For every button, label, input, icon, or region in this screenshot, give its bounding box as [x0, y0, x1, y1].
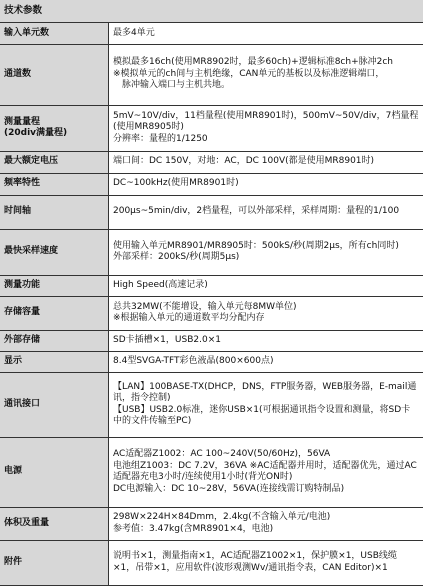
spec-label: 存储容量 — [0, 296, 109, 330]
spec-label: 通讯接口 — [0, 372, 109, 437]
spec-row — [0, 437, 423, 507]
spec-row — [0, 351, 423, 372]
spec-title: 技术参数 — [0, 0, 423, 23]
spec-label: 输入单元数 — [0, 23, 109, 44]
spec-value: 200μs~5min/div，2档量程，可以外部采样，采样周期：量程的1/100 — [109, 195, 424, 229]
spec-value: SD卡插槽×1，USB2.0×1 — [109, 330, 424, 351]
spec-value: DC~100kHz(使用MR8901时) — [109, 173, 424, 195]
spec-label: 频率特性 — [0, 173, 109, 195]
spec-label: 附件 — [0, 540, 109, 585]
spec-value: High Speed(高速记录) — [109, 275, 424, 296]
spec-value: 5mV~10V/div，11档量程(使用MR8901时)，500mV~50V/div，7档量程(使用MR8905时) 分辨率：量程的1/1250 — [109, 105, 424, 151]
spec-label: 测量功能 — [0, 275, 109, 296]
spec-value: 模拟最多16ch(使用MR8902时，最多60ch)+逻辑标准8ch+脉冲2ch ※模拟单元的ch间与主机绝缘，CAN单元的基板以及标准逻辑端口， 脉冲输入端口与主机共地。 — [109, 44, 424, 105]
spec-label: 外部存储 — [0, 330, 109, 351]
spec-row — [0, 173, 423, 195]
spec-row — [0, 195, 423, 229]
spec-row — [0, 372, 423, 437]
spec-label: 体积及重量 — [0, 507, 109, 540]
spec-row — [0, 296, 423, 330]
spec-row — [0, 23, 423, 44]
spec-row — [0, 229, 423, 275]
spec-value: 总共32MW(不能增设，输入单元每8MW单位) ※根据输入单元的通道数平均分配内存 — [109, 296, 424, 330]
spec-row — [0, 275, 423, 296]
spec-value: 298W×224H×84Dmm，2.4kg(不含输入单元/电池) 参考值：3.47kg(含MR8901×4，电池) — [109, 507, 424, 540]
spec-value: 最多4单元 — [109, 23, 424, 44]
spec-label: 时间轴 — [0, 195, 109, 229]
spec-table — [0, 23, 423, 586]
spec-row — [0, 330, 423, 351]
spec-row — [0, 44, 423, 105]
spec-value: AC适配器Z1002：AC 100~240V(50/60Hz)，56VA 电池组Z1003：DC 7.2V，36VA ※AC适配器并用时，适配器优先，通过AC适配器充电3小时/连续使用1小时(背光ON时) DC电源输入：DC 10~28V，56VA(连接线需订购特制品) — [109, 437, 424, 507]
spec-label: 测量量程 (20div满量程) — [0, 105, 109, 151]
spec-row — [0, 540, 423, 585]
spec-value: 端口间：DC 150V，对地：AC，DC 100V(都是使用MR8901时) — [109, 151, 424, 173]
spec-row — [0, 151, 423, 173]
spec-row — [0, 507, 423, 540]
spec-label: 最大额定电压 — [0, 151, 109, 173]
spec-label: 最快采样速度 — [0, 229, 109, 275]
spec-label: 通道数 — [0, 44, 109, 105]
spec-value: 8.4型SVGA-TFT彩色液晶(800×600点) — [109, 351, 424, 372]
spec-value: 【LAN】100BASE-TX(DHCP，DNS，FTP服务器，WEB服务器，E-mail通讯，指令控制) 【USB】USB2.0标准，迷你USB×1(可根据通讯指令设置和测量，将SD卡中的文件传输至PC) — [109, 372, 424, 437]
spec-value: 说明书×1，测量指南×1，AC适配器Z1002×1，保护膜×1，USB线缆×1，吊带×1，应用软件(波形观测Wv/通讯指令表，CAN Editor)×1 — [109, 540, 424, 585]
spec-value: 使用输入单元MR8901/MR8905时：500kS/秒(周期2μs，所有ch同时) 外部采样：200kS/秒(周期5μs) — [109, 229, 424, 275]
spec-label: 电源 — [0, 437, 109, 507]
spec-row — [0, 105, 423, 151]
spec-label: 显示 — [0, 351, 109, 372]
